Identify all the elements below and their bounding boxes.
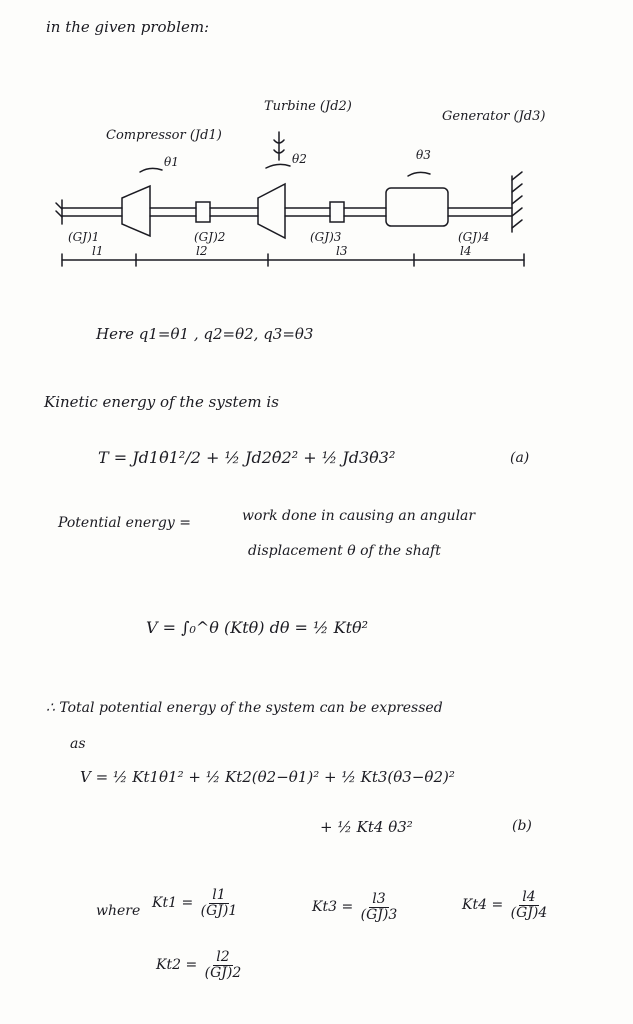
- kt4-denominator: (GJ)4: [510, 904, 548, 921]
- v-equation-tag: (b): [512, 818, 532, 834]
- l2-label: l2: [196, 244, 208, 258]
- where-label: where: [96, 903, 141, 919]
- l3-label: l3: [336, 244, 348, 258]
- l1-label: l1: [92, 244, 104, 258]
- kt3-fraction: [358, 892, 401, 922]
- kt2-fraction: [202, 950, 245, 980]
- kt2-definition: [156, 950, 244, 980]
- v-integral-equation: V = ∫₀^θ (Ktθ) dθ = ½ Ktθ²: [146, 618, 369, 637]
- gj1-label: (GJ)1: [68, 230, 100, 244]
- compressor-label: Compressor (Jd1): [106, 128, 222, 143]
- kt3-lhs: Kt3 =: [312, 899, 354, 916]
- kt2-numerator: l2: [213, 950, 232, 966]
- generator-rotor: [386, 188, 448, 226]
- ke-equation: T = Jd1θ̇1²/2 + ½ Jd2θ̇2² + ½ Jd3θ̇3²: [98, 448, 396, 467]
- v-total-line1: V = ½ Kt1θ1² + ½ Kt2(θ2−θ1)² + ½ Kt3(θ3−θ2)²: [80, 768, 455, 786]
- ke-heading: Kinetic energy of the system is: [44, 393, 279, 411]
- ke-equation-tag: (a): [510, 450, 530, 466]
- kt2-denominator: (GJ)2: [204, 964, 242, 981]
- kt1-definition: [152, 888, 240, 918]
- compressor-rotor: [122, 186, 150, 236]
- intro-text: in the given problem:: [46, 18, 210, 36]
- coupling-2: [330, 202, 344, 222]
- kt1-fraction: [198, 888, 241, 918]
- kt4-definition: [462, 890, 550, 920]
- gj4-label: (GJ)4: [458, 230, 490, 244]
- theta3-label: θ3: [416, 148, 431, 162]
- gj2-label: (GJ)2: [194, 230, 226, 244]
- v-total-line2: + ½ Kt4 θ3²: [320, 818, 413, 836]
- theta3-arrow: [408, 172, 430, 176]
- kt2-lhs: Kt2 =: [156, 957, 198, 974]
- gj3-label: (GJ)3: [310, 230, 342, 244]
- kt1-numerator: l1: [209, 888, 228, 904]
- l4-label: l4: [460, 244, 472, 258]
- total-pe-line1: ∴ Total potential energy of the system can be expressed: [46, 700, 443, 716]
- coupling-1: [196, 202, 210, 222]
- coordinates-line: Here q1=θ1 , q2=θ2, q3=θ3: [96, 325, 314, 343]
- theta1-label: θ1: [164, 155, 179, 169]
- theta2-label: θ2: [292, 152, 307, 166]
- pe-definition-line2: displacement θ of the shaft: [248, 543, 441, 559]
- kt4-fraction: [508, 890, 551, 920]
- kt1-lhs: Kt1 =: [152, 895, 194, 912]
- pe-definition-line1: work done in causing an angular: [242, 508, 476, 524]
- kt4-numerator: l4: [519, 890, 538, 906]
- kt3-definition: [312, 892, 400, 922]
- turbine-label: Turbine (Jd2): [264, 99, 352, 114]
- kt3-numerator: l3: [369, 892, 388, 908]
- kt1-denominator: (GJ)1: [200, 902, 238, 919]
- pe-definition-label: Potential energy =: [58, 515, 191, 531]
- turbine-rotor: [258, 184, 285, 238]
- theta2-arrow: [266, 164, 290, 168]
- total-pe-line2: as: [70, 736, 86, 752]
- kt4-lhs: Kt4 =: [462, 897, 504, 914]
- kt3-denominator: (GJ)3: [360, 906, 398, 923]
- theta1-arrow: [140, 168, 162, 172]
- generator-label: Generator (Jd3): [442, 109, 546, 124]
